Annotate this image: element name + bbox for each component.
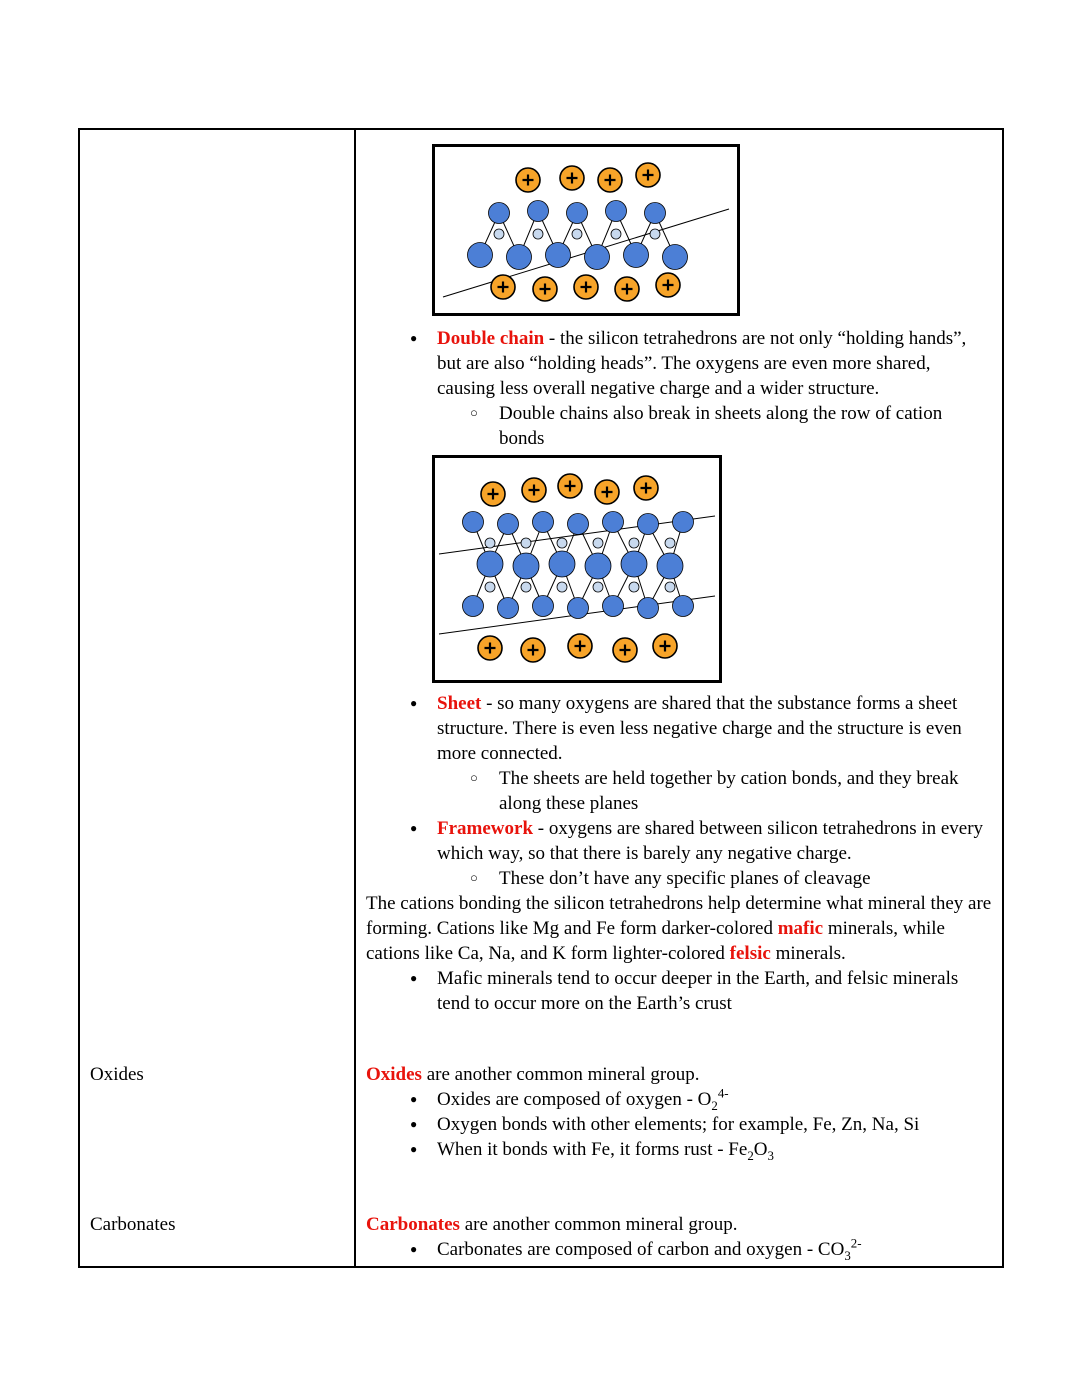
oxygen-atom	[624, 243, 649, 268]
silicates-content-cell	[354, 130, 1002, 1042]
oxygen-atom	[513, 553, 539, 579]
silicon-atom	[485, 538, 495, 548]
oxygen-atom	[638, 598, 659, 619]
list-item-oxide-bonding: ● Oxygen bonds with other elements; for example, Fe, Zn, Na, Si	[366, 1112, 992, 1137]
oxygen-atom	[533, 596, 554, 617]
oxygen-atom	[606, 201, 627, 222]
oxygen-atom	[638, 514, 659, 535]
label-cell-silicates	[80, 130, 354, 1042]
silicate-structure-list-continued	[366, 691, 992, 891]
list-item-double-chain: ● Double chain - the silicon tetrahedrons are not only “holding hands”, but are also “holding heads”. The oxygens are even more shared, causing less overall negative charge and a wider structure.	[366, 326, 992, 401]
oxygen-atom	[663, 245, 688, 270]
oxygen-atom	[533, 512, 554, 533]
carbonates-content-cell	[354, 1192, 1002, 1266]
chain-structure-figure	[432, 144, 740, 316]
chain-structure-diagram	[435, 147, 737, 313]
oxygen-atom	[507, 245, 532, 270]
silicon-atom	[557, 582, 567, 592]
silicon-atom	[593, 538, 603, 548]
oxygen-atom	[489, 203, 510, 224]
list-item-carbonate-composition: ● Carbonates are composed of carbon and oxygen - $CO_3^{2-}$	[366, 1237, 992, 1262]
silicon-atom	[665, 538, 675, 548]
row-label-carbonates: Carbonates	[90, 1214, 176, 1235]
oxygen-atom	[498, 598, 519, 619]
list-item-sheet: ● Sheet - so many oxygens are shared that the substance forms a sheet structure. There is even less negative charge and the structure is even more connected.	[366, 691, 992, 766]
carbonates-intro: Carbonates are another common mineral group.	[366, 1214, 738, 1235]
oxygen-atom	[546, 243, 571, 268]
list-item-mafic-felsic: ● Mafic minerals tend to occur deeper in the Earth, and felsic minerals tend to occur more on the Earth’s crust	[366, 966, 992, 1016]
oxygen-atom	[645, 203, 666, 224]
silicon-atom	[611, 229, 621, 239]
silicon-atom	[629, 538, 639, 548]
mafic-felsic-list	[366, 966, 992, 1016]
label-cell-oxides	[80, 1042, 354, 1192]
list-item-framework: ● Framework - oxygens are shared between silicon tetrahedrons in every which way, so that there is barely any negative charge.	[366, 816, 992, 866]
double-chain-structure-diagram	[435, 458, 719, 680]
silicon-atom	[557, 538, 567, 548]
oxygen-atom	[603, 596, 624, 617]
oxygen-atom	[603, 512, 624, 533]
oxygen-atom	[621, 551, 647, 577]
oxygen-atom	[549, 551, 575, 577]
oxygen-atom	[567, 203, 588, 224]
list-item-double-chain-sub: ○ Double chains also break in sheets along the row of cation bonds	[366, 401, 992, 451]
oxygen-atom	[673, 596, 694, 617]
silicon-atom	[665, 582, 675, 592]
notes-table	[78, 128, 1004, 1268]
oxygen-atom	[673, 512, 694, 533]
row-label-oxides: Oxides	[90, 1064, 144, 1085]
oxygen-atom	[657, 553, 683, 579]
list-item-oxide-composition: ● Oxides are composed of oxygen - $O_2^{4-}$	[366, 1087, 992, 1112]
oxygen-atom	[463, 596, 484, 617]
silicon-atom	[485, 582, 495, 592]
silicon-atom	[593, 582, 603, 592]
oxygen-atom	[468, 243, 493, 268]
silicon-atom	[521, 582, 531, 592]
oxides-intro: Oxides are another common mineral group.	[366, 1064, 700, 1085]
oxygen-atom	[568, 514, 589, 535]
oxides-content-cell	[354, 1042, 1002, 1192]
oxygen-atom	[528, 201, 549, 222]
oxygen-atom	[568, 598, 589, 619]
oxygen-atom	[498, 514, 519, 535]
list-item-sheet-sub: ○ The sheets are held together by cation bonds, and they break along these planes	[366, 766, 992, 816]
silicon-atom	[494, 229, 504, 239]
silicon-atom	[521, 538, 531, 548]
silicate-structure-list	[366, 326, 992, 451]
oxygen-atom	[585, 245, 610, 270]
carbonates-list	[366, 1237, 992, 1262]
silicon-atom	[572, 229, 582, 239]
list-item-framework-sub: ○ These don’t have any specific planes of cleavage	[366, 866, 992, 891]
list-item-oxide-rust: ● When it bonds with Fe, it forms rust - $Fe_2O_3$	[366, 1137, 992, 1162]
double-chain-structure-figure	[432, 455, 722, 683]
silicon-atom	[629, 582, 639, 592]
label-cell-carbonates	[80, 1192, 354, 1266]
cations-paragraph: The cations bonding the silicon tetrahedrons help determine what mineral they are forming. Cations like Mg and Fe form darker-colored mafic minerals, while cations like Ca, Na, and K form lighter-colored felsic minerals.	[366, 893, 992, 964]
silicon-atom	[650, 229, 660, 239]
oxides-list	[366, 1087, 992, 1162]
oxygen-atom	[477, 551, 503, 577]
oxygen-atom	[463, 512, 484, 533]
oxygen-atom	[585, 553, 611, 579]
silicon-atom	[533, 229, 543, 239]
